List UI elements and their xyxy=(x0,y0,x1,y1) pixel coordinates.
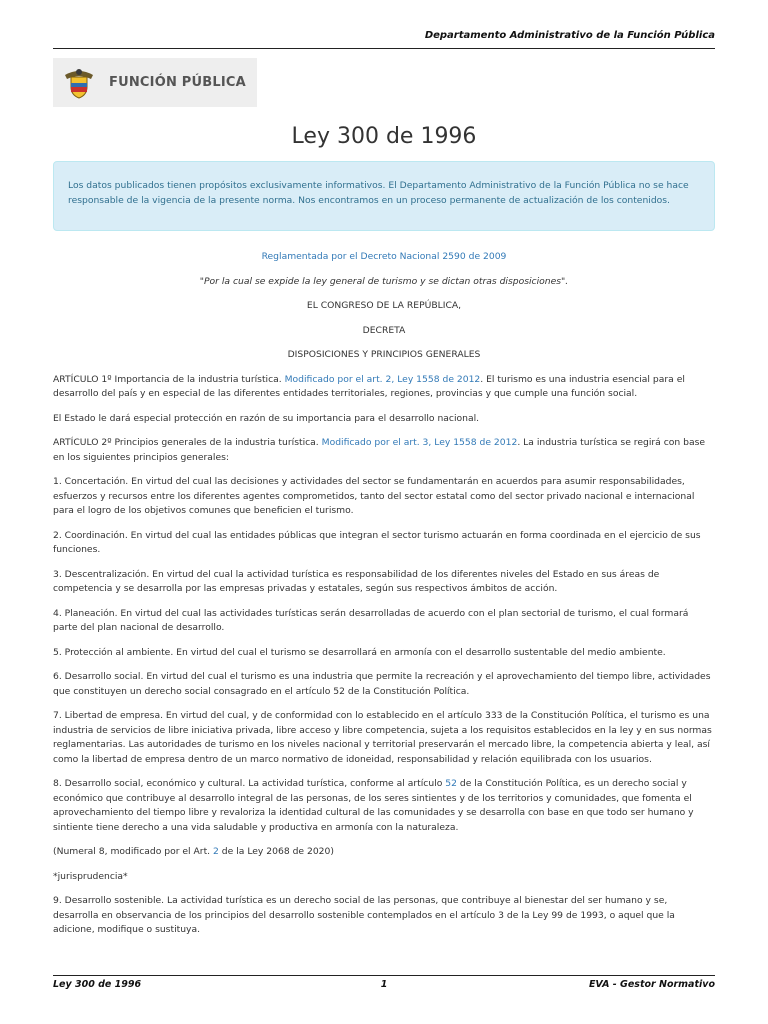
article-1 xyxy=(53,373,715,402)
epigraph: "Por la cual se expide la ley general de turismo y se dictan otras disposiciones". xyxy=(199,275,569,287)
constitution-article-52-link[interactable]: 52 xyxy=(445,778,457,789)
article-1-text: . El turismo es una industria esencial para el desarrollo del país y en especial de las diferentes entidades territoriales, regiones, provincias y que cumple una función social. xyxy=(53,373,685,399)
coat-of-arms-icon xyxy=(61,65,97,101)
info-notice: Los datos publicados tienen propósitos exclusivamente informativos. El Departamento Administrativo de la Función Pública no se hace responsable de la vigencia de la presente norma. Nos encontramos en un proceso permanente de actualización de los contenidos. xyxy=(53,161,715,231)
principle-8-pre: 8. Desarrollo social, económico y cultural. La actividad turística, conforme al artículo xyxy=(53,778,446,789)
note-pre: (Numeral 8, modificado por el Art. xyxy=(53,846,214,857)
decreta-heading: DECRETA xyxy=(362,324,406,336)
section-heading: DISPOSICIONES Y PRINCIPIOS GENERALES xyxy=(287,349,481,360)
article-1-modified-link[interactable]: Modificado por el art. 2, Ley 1558 de 2012 xyxy=(284,373,481,385)
logo-text: FUNCIÓN PÚBLICA xyxy=(109,75,246,90)
numeral-8-note xyxy=(53,845,715,860)
principle-8 xyxy=(53,777,715,835)
article-2-modified-link[interactable]: Modificado por el art. 3, Ley 1558 de 2012 xyxy=(321,437,518,448)
jurisprudencia-label: *jurisprudencia* xyxy=(53,870,128,882)
page-number: 1 xyxy=(380,979,388,990)
principle-1: 1. Concertación. En virtud del cual las decisiones y actividades del sector se fundamentarán en acuerdos para asumir responsabilidades, esfuerzos y recursos entre los diferentes agentes comprometidos, tanto del sector estatal como del sector privado nacional e internacional para el logro de los objetivos comunes que beneficien el turismo. xyxy=(53,476,695,516)
page-title: Ley 300 de 1996 xyxy=(291,124,477,149)
principle-3: 3. Descentralización. En virtud del cual la actividad turística es responsabilidad de los diferentes niveles del Estado en sus áreas de competencia y se desarrolla por las empresas privadas y estatales, según sus respectivos ámbitos de acción. xyxy=(53,568,660,594)
congress-heading: EL CONGRESO DE LA REPÚBLICA, xyxy=(306,300,462,311)
note-post: de la Ley 2068 de 2020) xyxy=(218,846,334,857)
page-footer xyxy=(53,975,715,995)
art-2-link[interactable]: 2 xyxy=(213,846,219,857)
article-2-text: . La industria turística se regirá con base en los siguientes principios generales: xyxy=(53,437,706,463)
principle-2: 2. Coordinación. En virtud del cual las entidades públicas que integran el sector turismo actuarán en forma coordinada en el ejercicio de sus funciones. xyxy=(53,529,701,555)
page-header xyxy=(53,30,715,49)
article-1-title: ARTÍCULO 1º Importancia de la industria turística. xyxy=(53,373,285,385)
logo xyxy=(53,58,257,107)
principle-7: 7. Libertad de empresa. En virtud del cual, y de conformidad con lo establecido en el artículo 333 de la Constitución Política, el turismo es una industria de servicios de libre iniciativa privada, libre acceso y libre competencia, sujeta a los requisitos establecidos en la ley y en sus normas reglamentarias. Las autoridades de turismo en los niveles nacional y territorial preservarán el mercado libre, la competencia abierta y leal, así como la libertad de empresa dentro de un marco normativo de idoneidad, responsabilidad y relación equilibrada con los usuarios. xyxy=(53,710,712,765)
principle-8-post: de la Constitución Política, es un derecho social y económico que contribuye al desarrollo integral de las personas, de los seres sintientes y de los territorios y comunidades, que fomenta el aprovechamiento del tiempo libre y revaloriza la identidad cultural de las comunidades y se desarrolla con base en que todo ser humano y sintiente tiene derecho a una vida saludable y productiva en armonía con la naturaleza. xyxy=(53,778,694,833)
principle-9: 9. Desarrollo sostenible. La actividad turística es un derecho social de las personas, que contribuye al bienestar del ser humano y se, desarrolla en observancia de los principios del desarrollo sostenible contemplados en el artículo 3 de la Ley 99 de 1993, o aquel que la adicione, modifique o sustituya. xyxy=(53,895,675,935)
principle-6: 6. Desarrollo social. En virtud del cual el turismo es una industria que permite la recreación y el aprovechamiento del tiempo libre, actividades que constituyen un derecho social consagrado en el artículo 52 de la Constitución Política. xyxy=(53,671,711,697)
principle-4: 4. Planeación. En virtud del cual las actividades turísticas serán desarrolladas de acuerdo con el plan sectorial de turismo, el cual formará parte del plan nacional de desarrollo. xyxy=(53,607,689,633)
principle-5: 5. Protección al ambiente. En virtud del cual el turismo se desarrollará en armonía con el desarrollo sustentable del medio ambiente. xyxy=(53,646,666,658)
article-2-title: ARTÍCULO 2º Principios generales de la industria turística. xyxy=(53,437,322,448)
document-body xyxy=(53,250,715,948)
regulated-link[interactable]: Reglamentada por el Decreto Nacional 2590 de 2009 xyxy=(261,251,507,262)
article-2 xyxy=(53,436,715,465)
header-org: Departamento Administrativo de la Función Pública xyxy=(424,30,715,41)
footer-law: Ley 300 de 1996 xyxy=(53,979,142,990)
footer-system: EVA - Gestor Normativo xyxy=(588,979,715,990)
paragraph-estado: El Estado le dará especial protección en razón de su importancia para el desarrollo nacional. xyxy=(53,412,480,424)
